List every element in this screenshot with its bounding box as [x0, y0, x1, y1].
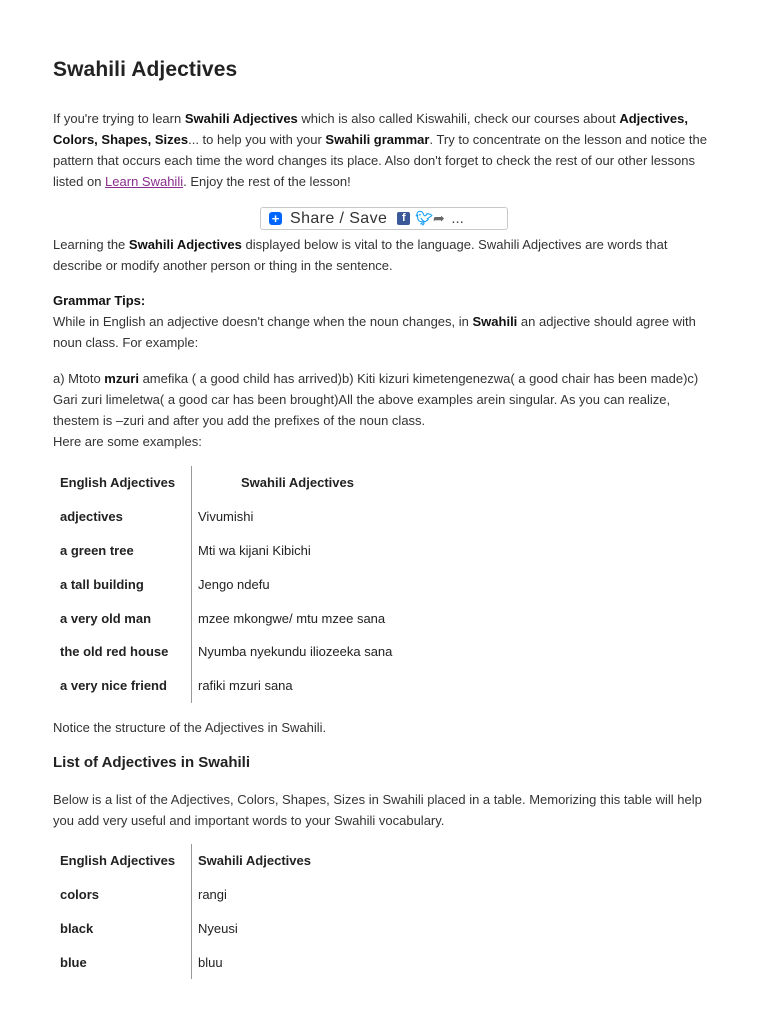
table-row: [53, 945, 311, 979]
intro-text-2: which is also called Kiswahili, check our courses about: [297, 111, 620, 126]
table-cell-english: a very nice friend: [53, 669, 192, 703]
intro-text-3: ... to help you with your: [188, 132, 326, 147]
table-cell-swahili: Nyeusi: [198, 920, 238, 936]
table-cell-english: a very old man: [53, 601, 192, 635]
table-cell-english: blue: [53, 945, 192, 979]
table-cell-english: the old red house: [53, 635, 192, 669]
table-header-row: [53, 466, 392, 500]
table-header-swahili: Swahili Adjectives: [241, 475, 354, 491]
table-cell-swahili: rangi: [198, 887, 227, 903]
grammar-tips-paragraph: [53, 290, 715, 353]
table-cell-swahili: Nyumba nyekundu iliozeeka sana: [198, 644, 393, 660]
facebook-icon[interactable]: f: [397, 212, 410, 225]
below-paragraph: Below is a list of the Adjectives, Colors, Shapes, Sizes in Swahili placed in a table. Memorizing this table will help you add very useful and important words to your Swahili vocabulary.: [53, 792, 702, 828]
intro-text-4: . Try to concentrate on the lesson and notice the pattern that occurs each time the word changes its place. Also don't forget to check the rest of our other lessons listed on: [53, 132, 707, 189]
table-cell-swahili: mzee mkongwe/ mtu mzee sana: [198, 610, 386, 626]
grammar-tips-heading: Grammar Tips:: [53, 293, 146, 308]
table-cell-swahili: rafiki mzuri sana: [198, 678, 293, 694]
learn-swahili-link[interactable]: Learn Swahili: [105, 174, 184, 189]
grammar-text-2: an adjective should agree with noun class. For example:: [53, 314, 696, 350]
table-header-row: [53, 844, 311, 878]
table-row: [53, 912, 311, 946]
intro-bold-2: Adjectives, Colors, Shapes, Sizes: [53, 111, 688, 147]
table-cell-english: colors: [53, 878, 192, 912]
share-label: Share / Save: [290, 209, 388, 227]
intro-text-5: . Enjoy the rest of the lesson!: [183, 174, 351, 189]
table-row: [53, 878, 311, 912]
list-heading: List of Adjectives in Swahili: [53, 754, 250, 771]
table-row: [53, 669, 392, 703]
intro-paragraph: [53, 108, 715, 192]
grammar-bold-1: Swahili: [472, 314, 518, 329]
adjectives-table: [53, 466, 392, 703]
table-row: [53, 601, 392, 635]
more-icon[interactable]: ...: [451, 210, 464, 227]
table-header-english: English Adjectives: [53, 844, 192, 878]
table-cell-swahili: Jengo ndefu: [198, 576, 270, 592]
table-cell-english: black: [53, 912, 192, 946]
page-title: Swahili Adjectives: [53, 58, 238, 81]
share-plus-icon: +: [269, 212, 282, 225]
notice-text: Notice the structure of the Adjectives in Swahili.: [53, 720, 327, 735]
table-header-english: English Adjectives: [53, 466, 192, 500]
table-cell-english: a green tree: [53, 534, 192, 568]
examples-paragraph: [53, 368, 715, 452]
intro-bold-1: Swahili Adjectives: [184, 111, 298, 126]
table-cell-english: adjectives: [53, 500, 192, 534]
intro-text-1: If you're trying to learn: [53, 111, 185, 126]
table-row: [53, 534, 392, 568]
adjectives-list-table: [53, 844, 311, 979]
table-cell-english: a tall building: [53, 567, 192, 601]
table-cell-swahili: bluu: [198, 954, 223, 970]
share-save-button[interactable]: [260, 207, 508, 230]
learning-paragraph: [53, 234, 715, 276]
share-forward-icon[interactable]: ➦: [432, 210, 445, 226]
examples-text-2: amefika ( a good child has arrived)b) Kiti kizuri kimetengenezwa( a good chair has been made)c) Gari zuri limeletwa( a good car has been brought)All the above examples arein singular. As you can realize, thestem is –zuri and after you add the prefixes of the noun class.: [53, 371, 699, 428]
twitter-icon[interactable]: 🐦︎: [415, 210, 434, 226]
examples-bold-1: mzuri: [104, 371, 139, 386]
learning-text-1: Learning the: [53, 237, 129, 252]
table-row: [53, 635, 392, 669]
table-cell-swahili: Vivumishi: [198, 509, 254, 525]
examples-text-1: a) Mtoto: [53, 371, 105, 386]
table-cell-swahili: Mti wa kijani Kibichi: [198, 542, 311, 558]
intro-bold-3: Swahili grammar: [325, 132, 430, 147]
learning-bold-1: Swahili Adjectives: [128, 237, 242, 252]
table-header-swahili: Swahili Adjectives: [198, 853, 311, 869]
learning-text-2: displayed below is vital to the language. Swahili Adjectives are words that describe or modify another person or thing in the sentence.: [53, 237, 668, 273]
table-row: [53, 500, 392, 534]
examples-text-3: Here are some examples:: [53, 434, 202, 449]
table-row: [53, 567, 392, 601]
grammar-text-1: While in English an adjective doesn't change when the noun changes, in: [53, 314, 473, 329]
